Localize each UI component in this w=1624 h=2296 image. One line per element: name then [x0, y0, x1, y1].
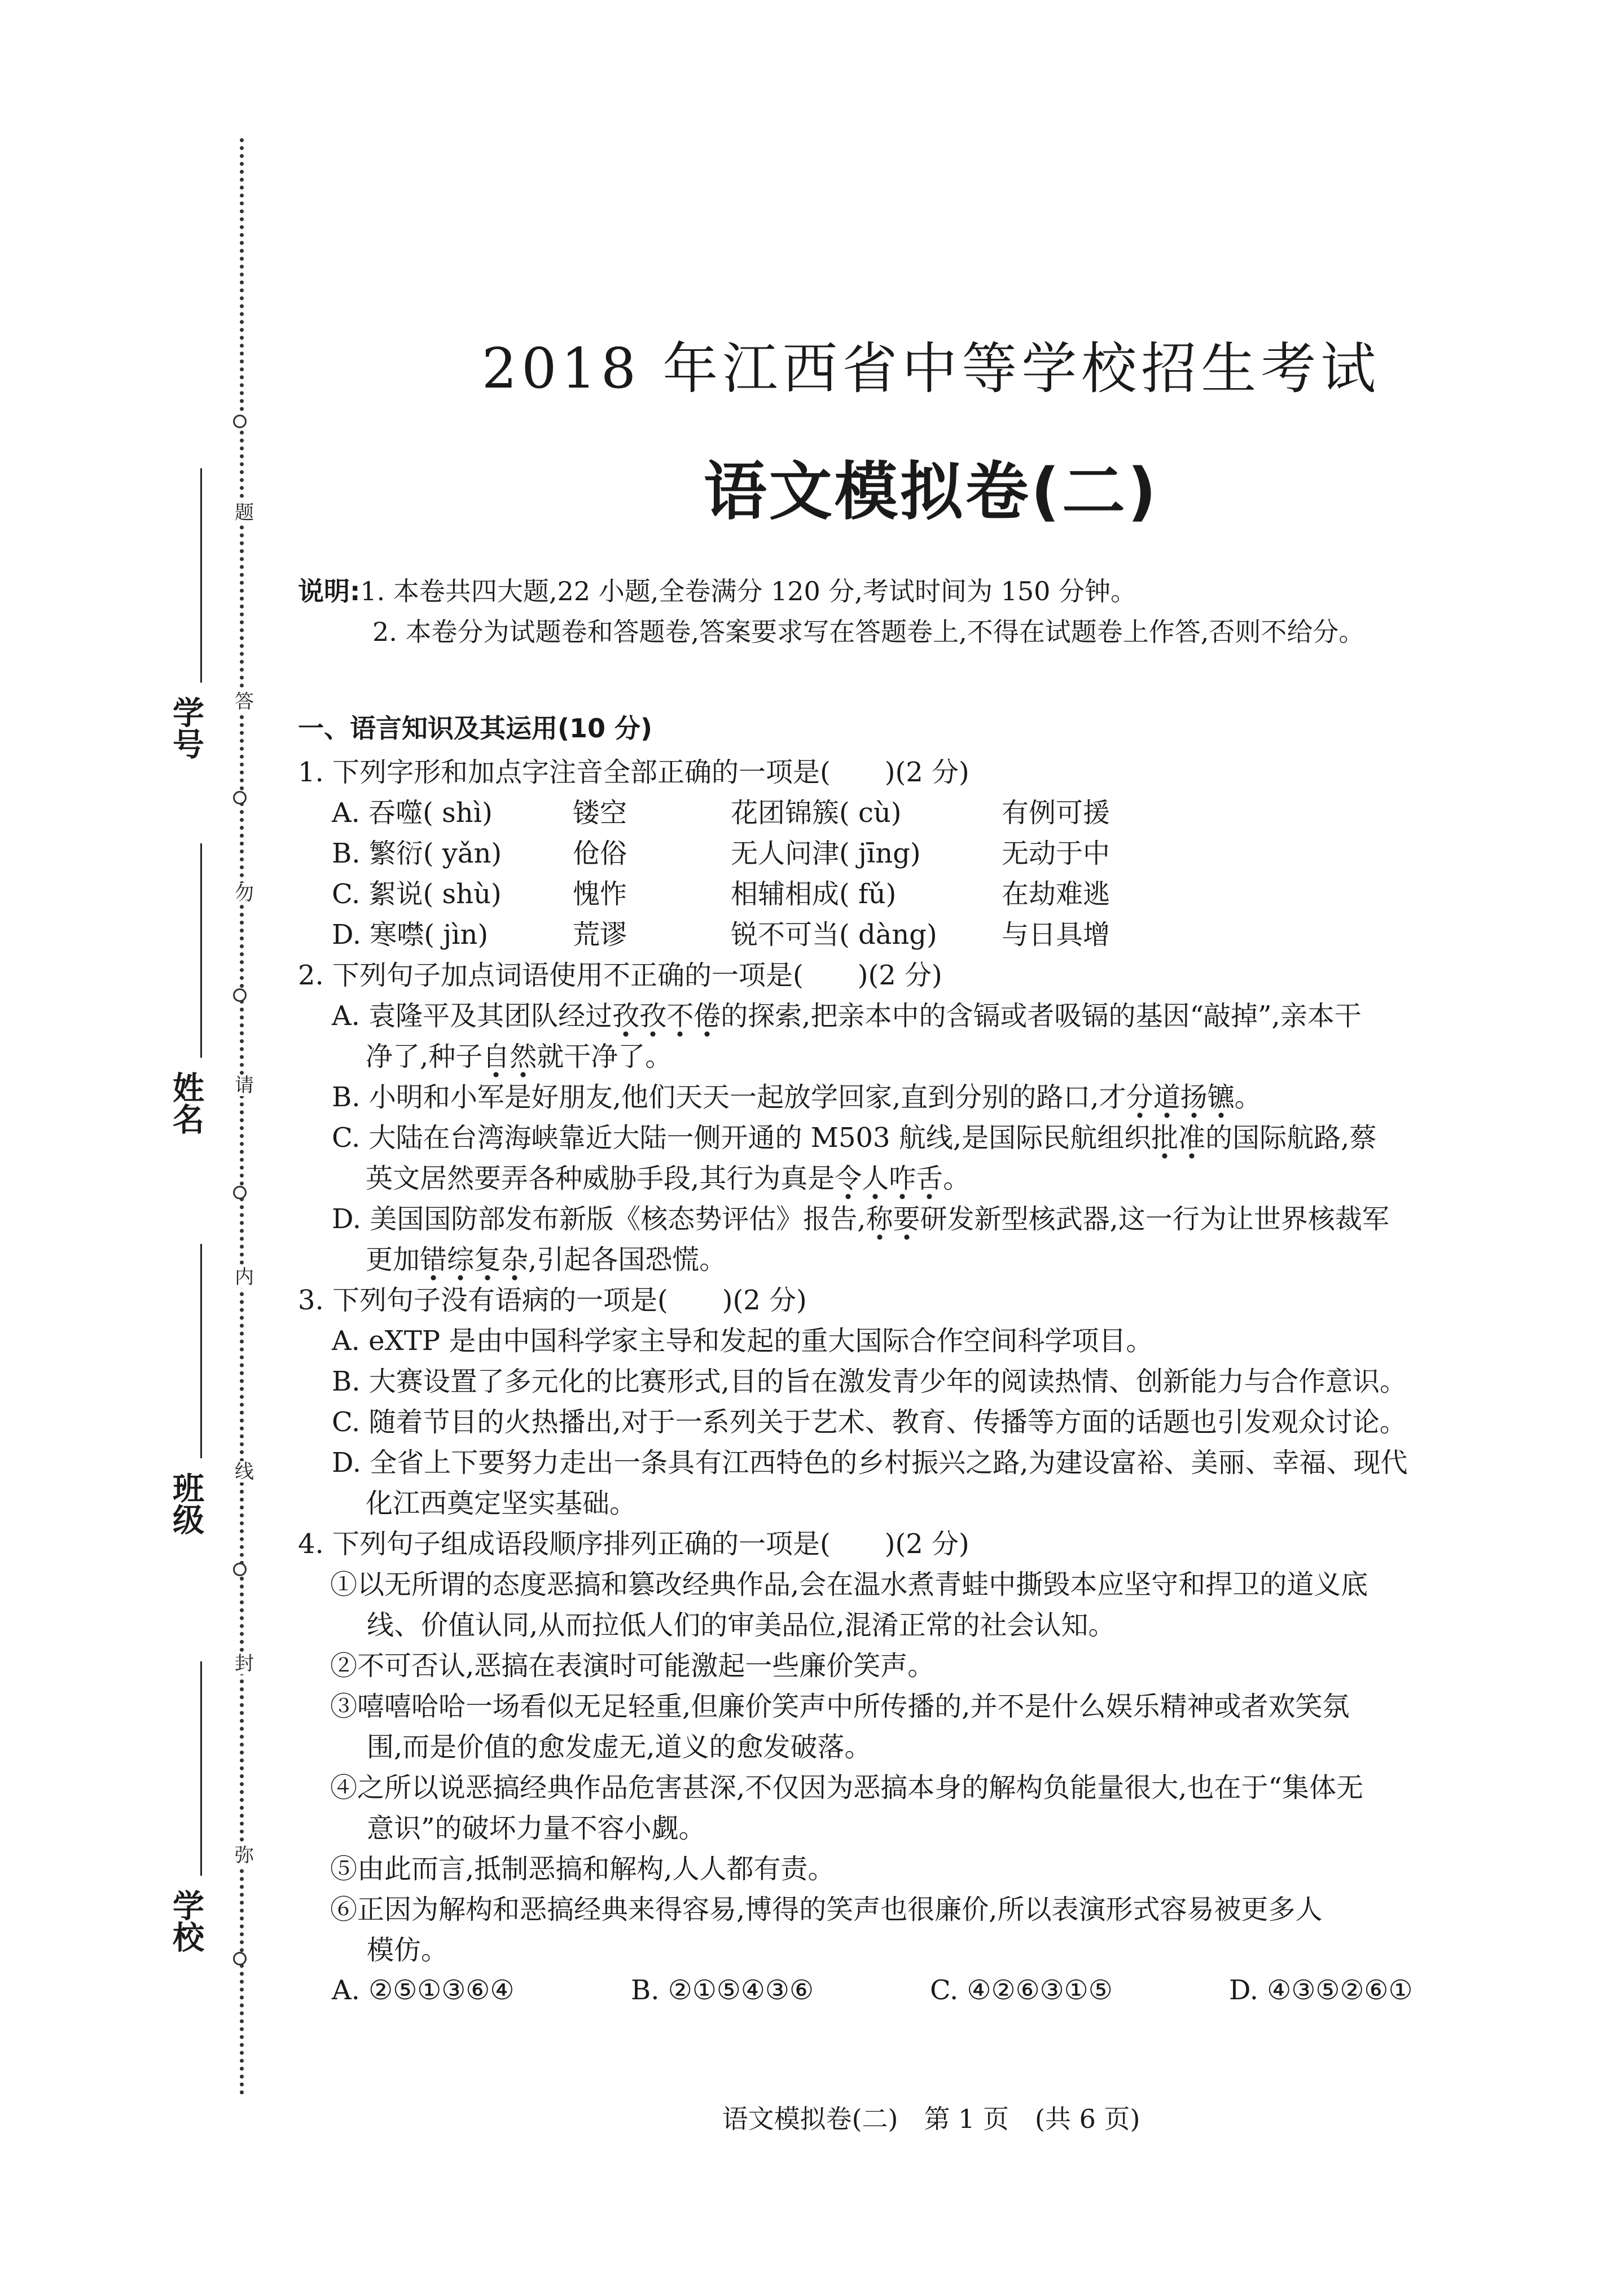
q1-option-c-word1: C. 絮说( shù): [332, 878, 502, 910]
dotted-word: 孜孜不倦: [612, 994, 721, 1039]
binding-circle: [233, 415, 247, 428]
exam-title: 2018 年江西省中等学校招生考试: [481, 337, 1381, 401]
q2-option-c-line1: C. 大陆在台湾海峡靠近大陆一侧开通的 M503 航线,是国际民航组织批准的国际航路,蔡: [332, 1116, 1376, 1160]
q4-option-d: D. ④③⑤②⑥①: [1229, 1974, 1413, 2006]
q1-option-b-word1: B. 繁衍( yǎn): [332, 838, 502, 869]
q4-sentence-5: ⑤由此而言,抵制恶搞和解构,人人都有责。: [330, 1853, 835, 1885]
binding-circle: [233, 791, 247, 804]
question-3-stem: 3. 下列句子没有语病的一项是( )(2 分): [298, 1285, 807, 1316]
binding-circle: [233, 1563, 247, 1576]
q1-option-a-word1: A. 吞噬( shì): [332, 797, 493, 829]
instructions-line-1: [298, 574, 1136, 608]
student-id-label: 学号: [168, 696, 204, 759]
q4-option-a: A. ②⑤①③⑥④: [332, 1974, 515, 2006]
q4-sentence-6-line2: 模仿。: [367, 1934, 449, 1966]
q4-option-c: C. ④②⑥③①⑤: [930, 1974, 1113, 2006]
q1-option-d-word3: 锐不可当( dàng): [731, 919, 937, 951]
seal-word: 题: [231, 502, 257, 524]
q4-sentence-2: ②不可否认,恶搞在表演时可能激起一些廉价笑声。: [330, 1650, 935, 1682]
seal-word: 勿: [231, 883, 257, 904]
q1-option-c-word2: 愧怍: [573, 878, 627, 910]
q1-option-c-word4: 在劫难逃: [1002, 878, 1111, 910]
seal-word: 封: [231, 1653, 257, 1674]
q1-option-b-word2: 伧俗: [573, 838, 627, 869]
seal-word: 内: [231, 1266, 257, 1288]
q3-option-d-line1: D. 全省上下要努力走出一条具有江西特色的乡村振兴之路,为建设富裕、美丽、幸福、现代: [332, 1447, 1408, 1479]
q1-option-a-word4: 有例可援: [1002, 797, 1111, 829]
q1-option-c-word3: 相辅相成( fǔ): [731, 878, 897, 910]
student-name-label: 姓名: [168, 1071, 204, 1134]
field-underline: [200, 843, 202, 1058]
q3-option-a: A. eXTP 是由中国科学家主导和发起的重大国际合作空间科学项目。: [332, 1325, 1153, 1357]
q1-option-a-word3: 花团锦簇( cù): [731, 797, 902, 829]
instructions-label: 说明:: [298, 576, 361, 606]
seal-word: 弥: [231, 1845, 257, 1866]
seal-word: 答: [231, 691, 257, 712]
q1-option-b-word4: 无动于中: [1002, 838, 1111, 869]
section-heading: 一、语言知识及其运用(10 分): [298, 713, 653, 744]
page-footer: 语文模拟卷(二) 第 1 页 (共 6 页): [722, 2104, 1140, 2134]
instructions-line-2: 2. 本卷分为试题卷和答题卷,答案要求写在答题卷上,不得在试题卷上作答,否则不给分。: [372, 617, 1365, 647]
binding-circle: [233, 1952, 247, 1965]
q3-option-b: B. 大赛设置了多元化的比赛形式,目的旨在激发青少年的阅读热情、创新能力与合作意识。: [332, 1366, 1407, 1397]
q2-option-b: B. 小明和小军是好朋友,他们天天一起放学回家,直到分别的路口,才分道扬镳。: [332, 1075, 1262, 1120]
dotted-word: 分道扬镳: [1126, 1075, 1235, 1120]
instructions-text: 1. 本卷共四大题,22 小题,全卷满分 120 分,考试时间为 150 分钟。: [360, 576, 1137, 606]
q4-sentence-6-line1: ⑥正因为解构和恶搞经典来得容易,博得的笑声也很廉价,所以表演形式容易被更多人: [330, 1894, 1323, 1925]
q1-option-d-word4: 与日具增: [1002, 919, 1111, 951]
binding-dotted-line: [240, 138, 244, 2096]
binding-circle: [233, 988, 247, 1002]
q1-option-a-word2: 镂空: [573, 797, 627, 829]
q1-option-b-word3: 无人问津( jīng): [731, 838, 921, 869]
q4-option-b: B. ②①⑤④③⑥: [631, 1974, 814, 2006]
q4-sentence-1-line1: ①以无所谓的态度恶搞和篡改经典作品,会在温水煮青蛙中撕毁本应坚守和捍卫的道义底: [330, 1569, 1368, 1600]
dotted-word: 自然: [482, 1035, 537, 1079]
q4-sentence-3-line2: 围,而是价值的愈发虚无,道义的愈发破落。: [367, 1731, 872, 1763]
paper-title: 语文模拟卷(二): [703, 455, 1159, 529]
q2-option-c-line2: 英文居然要弄各种威胁手段,其行为真是令人咋舌。: [366, 1156, 970, 1201]
q2-option-d-line1: D. 美国国防部发布新版《核态势评估》报告,称要研发新型核武器,这一行为让世界核裁军: [332, 1197, 1389, 1242]
q3-option-d-line2: 化江西奠定坚实基础。: [366, 1488, 637, 1519]
q2-option-d-line2: 更加错综复杂,引起各国恐慌。: [366, 1238, 726, 1282]
class-label: 班级: [168, 1472, 204, 1535]
question-1-stem: 1. 下列字形和加点字注音全部正确的一项是( )(2 分): [298, 756, 969, 788]
q2-option-a-line2: 净了,种子自然就干净了。: [366, 1035, 672, 1079]
q4-sentence-4-line2: 意识”的破坏力量不容小觑。: [367, 1813, 706, 1844]
dotted-word: 令人咋舌: [835, 1156, 943, 1201]
field-underline: [200, 1661, 202, 1876]
dotted-word: 错综复杂: [420, 1238, 528, 1282]
question-4-stem: 4. 下列句子组成语段顺序排列正确的一项是( )(2 分): [298, 1528, 969, 1560]
dotted-word: 批准: [1151, 1116, 1205, 1160]
q3-option-c: C. 随着节目的火热播出,对于一系列关于艺术、教育、传播等方面的话题也引发观众讨论。: [332, 1406, 1407, 1438]
q1-option-d-word1: D. 寒噤( jìn): [332, 919, 489, 951]
q4-sentence-4-line1: ④之所以说恶搞经典作品危害甚深,不仅因为恶搞本身的解构负能量很大,也在于“集体无: [330, 1772, 1364, 1804]
dotted-word: 称要: [866, 1197, 920, 1242]
seal-word: 请: [231, 1075, 257, 1096]
binding-circle: [233, 1186, 247, 1199]
q4-sentence-3-line1: ③嘻嘻哈哈一场看似无足轻重,但廉价笑声中所传播的,并不是什么娱乐精神或者欢笑氛: [330, 1691, 1350, 1722]
field-underline: [200, 468, 202, 683]
field-underline: [200, 1244, 202, 1458]
q4-sentence-1-line2: 线、价值认同,从而拉低人们的审美品位,混淆正常的社会认知。: [367, 1609, 1116, 1641]
school-label: 学校: [168, 1889, 204, 1952]
seal-word: 线: [231, 1461, 257, 1483]
q2-option-a-line1: A. 袁隆平及其团队经过孜孜不倦的探索,把亲本中的含镉或者吸镉的基因“敲掉”,亲本干: [332, 994, 1362, 1039]
q1-option-d-word2: 荒谬: [573, 919, 627, 951]
question-2-stem: 2. 下列句子加点词语使用不正确的一项是( )(2 分): [298, 960, 942, 991]
